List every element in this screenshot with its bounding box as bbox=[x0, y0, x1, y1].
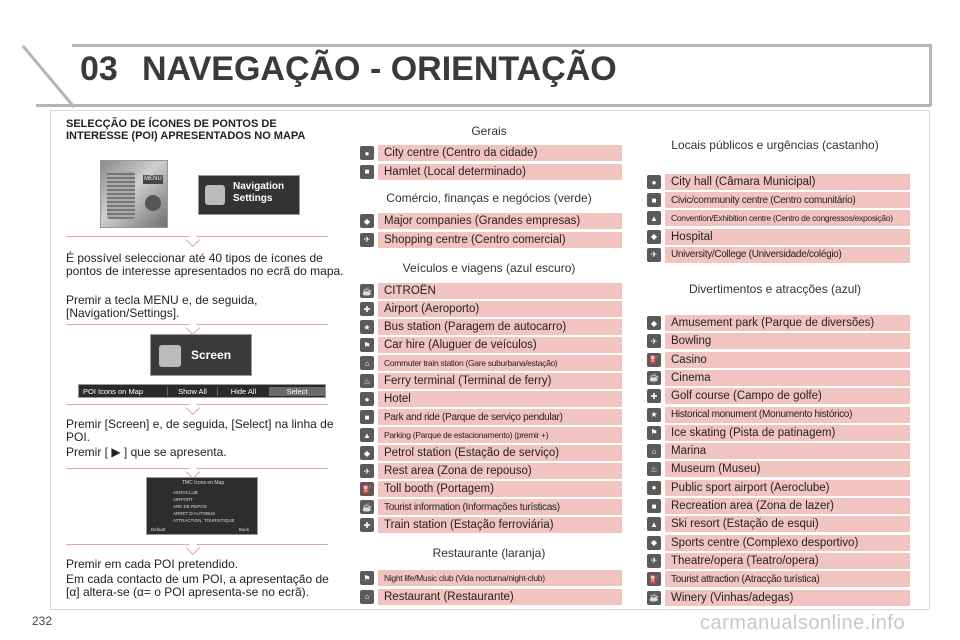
poi-label: Hamlet (Local determinado) bbox=[384, 165, 526, 178]
navigation-settings-label: Navigation Settings bbox=[233, 181, 285, 204]
poi-row[interactable] bbox=[643, 425, 910, 441]
tmc-icons-screen bbox=[146, 477, 258, 535]
poi-row[interactable] bbox=[643, 590, 910, 606]
poi-label: Bus station (Paragem de autocarro) bbox=[384, 321, 567, 333]
tmc-row: AIRPORT bbox=[173, 497, 193, 502]
header-diagonal-rule bbox=[22, 45, 76, 108]
poi-icon: ▲ bbox=[647, 211, 661, 225]
section-veiculos: Veículos e viagens (azul escuro) bbox=[402, 261, 576, 275]
separator bbox=[66, 324, 328, 325]
poi-icon: ● bbox=[360, 146, 374, 160]
header-right-rule bbox=[929, 44, 932, 106]
poi-row[interactable] bbox=[356, 319, 622, 335]
poi-row[interactable] bbox=[643, 461, 910, 477]
poi-label: Casino bbox=[671, 353, 707, 366]
tmc-title: TMC Icons on Map bbox=[181, 480, 225, 486]
tab-hide-all: Hide All bbox=[217, 387, 269, 396]
poi-label: Toll booth (Portagem) bbox=[384, 483, 494, 495]
poi-row[interactable] bbox=[356, 373, 622, 389]
poi-icon: ◆ bbox=[360, 446, 374, 460]
poi-row[interactable] bbox=[643, 247, 910, 263]
poi-label: University/College (Universidade/colégio) bbox=[671, 249, 842, 261]
poi-label: Hospital bbox=[671, 230, 713, 243]
poi-icon: ⌂ bbox=[647, 444, 661, 458]
poi-row[interactable] bbox=[356, 499, 622, 515]
poi-row[interactable] bbox=[643, 352, 910, 368]
poi-label: Public sport airport (Aeroclube) bbox=[671, 481, 830, 494]
poi-icon: ● bbox=[647, 481, 661, 495]
poi-row[interactable] bbox=[356, 391, 622, 407]
poi-row[interactable] bbox=[356, 145, 622, 161]
poi-icon: ☕ bbox=[360, 500, 374, 514]
poi-icon: ▲ bbox=[360, 428, 374, 442]
section-comercio: Comércio, finanças e negócios (verde) bbox=[386, 191, 592, 205]
poi-row[interactable] bbox=[643, 516, 910, 532]
poi-row[interactable] bbox=[356, 409, 622, 425]
page-number: 232 bbox=[32, 614, 53, 628]
watermark: carmanualsonline.info bbox=[700, 612, 906, 634]
poi-label: Bowling bbox=[671, 335, 712, 348]
poi-icon: ◆ bbox=[647, 536, 661, 550]
poi-icon: ✈ bbox=[647, 248, 661, 262]
poi-label: Airport (Aeroporto) bbox=[384, 303, 480, 315]
poi-icon: ★ bbox=[360, 320, 374, 334]
poi-icon: ♨ bbox=[647, 462, 661, 476]
poi-label: Restaurant (Restaurante) bbox=[384, 590, 514, 603]
poi-label: Rest area (Zona de repouso) bbox=[384, 465, 532, 477]
poi-label: Major companies (Grandes empresas) bbox=[384, 215, 581, 227]
tmc-row: AEROCLUB bbox=[173, 490, 198, 495]
poi-row[interactable] bbox=[643, 553, 910, 569]
poi-row[interactable] bbox=[356, 481, 622, 497]
settings-icon bbox=[205, 185, 225, 205]
poi-label: Ferry terminal (Terminal de ferry) bbox=[384, 375, 552, 387]
poi-label: Convention/Exhibition centre (Centro de congressos/exposição) bbox=[671, 213, 893, 224]
poi-row[interactable] bbox=[643, 210, 910, 226]
poi-row[interactable] bbox=[643, 480, 910, 496]
poi-label: Petrol station (Estação de serviço) bbox=[384, 447, 560, 459]
poi-row[interactable] bbox=[356, 463, 622, 479]
poi-label: Tourist attraction (Atracção turística) bbox=[671, 573, 820, 585]
poi-row[interactable] bbox=[356, 355, 622, 371]
poi-icon: ⚑ bbox=[360, 571, 374, 585]
poi-label: Civic/community centre (Centro comunitário) bbox=[671, 194, 856, 206]
poi-row[interactable] bbox=[356, 283, 622, 299]
poi-row[interactable] bbox=[643, 535, 910, 551]
poi-label: Museum (Museu) bbox=[671, 463, 761, 476]
poi-label: Park and ride (Parque de serviço pendular) bbox=[384, 411, 563, 423]
poi-row[interactable] bbox=[643, 174, 910, 190]
poi-label: Sports centre (Complexo desportivo) bbox=[671, 536, 859, 549]
paragraph: Premir [Screen] e, de seguida, [Select] na linha de POI. bbox=[66, 417, 334, 444]
poi-row[interactable] bbox=[643, 370, 910, 386]
separator bbox=[66, 236, 328, 237]
poi-row[interactable] bbox=[356, 570, 622, 586]
tmc-back: Back bbox=[239, 527, 250, 532]
poi-label: Cinema bbox=[671, 371, 711, 384]
poi-row[interactable] bbox=[356, 427, 622, 443]
poi-icon: ■ bbox=[647, 193, 661, 207]
paragraph: Premir a tecla MENU e, de seguida, [Navigation/Settings]. bbox=[66, 293, 258, 320]
poi-label: Commuter train station (Gare suburbana/estação) bbox=[384, 358, 558, 368]
poi-icon: ⌂ bbox=[360, 590, 374, 604]
poi-icon: ★ bbox=[647, 408, 661, 422]
poi-icon: ■ bbox=[647, 499, 661, 513]
poi-label: CITROËN bbox=[384, 285, 436, 297]
poi-icon: ● bbox=[647, 175, 661, 189]
separator bbox=[66, 544, 328, 545]
tab-poi-icons: POI Icons on Map bbox=[83, 386, 144, 396]
poi-label: Golf course (Campo de golfe) bbox=[671, 390, 822, 403]
poi-icon: ☕ bbox=[360, 284, 374, 298]
paragraph: É possível seleccionar até 40 tipos de ícones de pontos de interesse apresentados no ecrã do mapa. bbox=[66, 251, 344, 278]
poi-icon: ✈ bbox=[647, 554, 661, 568]
poi-label: Night life/Music club (Vida nocturna/night-club) bbox=[384, 573, 545, 583]
poi-icon: ♨ bbox=[360, 374, 374, 388]
menu-key: MENU bbox=[144, 176, 162, 182]
poi-label: Shopping centre (Centro comercial) bbox=[384, 233, 566, 246]
poi-icon: ⌂ bbox=[360, 356, 374, 370]
tab-select: Select bbox=[269, 387, 325, 396]
poi-row[interactable] bbox=[356, 589, 622, 605]
poi-icon: ▲ bbox=[647, 517, 661, 531]
screen-label: Screen bbox=[191, 348, 232, 362]
poi-icon: ● bbox=[360, 392, 374, 406]
poi-row[interactable] bbox=[643, 229, 910, 245]
poi-label: Winery (Vinhas/adegas) bbox=[671, 591, 794, 604]
tmc-default: Default bbox=[151, 527, 166, 532]
poi-icon: ◆ bbox=[360, 214, 374, 228]
poi-label: Tourist information (Informações turísticas) bbox=[384, 501, 560, 513]
tmc-list bbox=[173, 489, 235, 524]
poi-row[interactable] bbox=[356, 232, 622, 248]
poi-row[interactable] bbox=[356, 337, 622, 353]
navigation-settings-screen bbox=[198, 175, 300, 215]
poi-label: Ski resort (Estação de esqui) bbox=[671, 518, 819, 531]
poi-icon: ⛽ bbox=[647, 572, 661, 586]
poi-label: Recreation area (Zona de lazer) bbox=[671, 500, 834, 512]
poi-icon: ✈ bbox=[647, 334, 661, 348]
poi-icon: ✚ bbox=[360, 302, 374, 316]
page-title: NAVEGAÇÃO - ORIENTAÇÃO bbox=[142, 50, 617, 88]
header-top-rule bbox=[72, 44, 932, 47]
poi-row[interactable] bbox=[356, 213, 622, 229]
poi-row[interactable] bbox=[356, 517, 622, 533]
poi-icon: ✈ bbox=[360, 464, 374, 478]
section-restaurante: Restaurante (laranja) bbox=[432, 546, 546, 560]
poi-icon: ■ bbox=[360, 165, 374, 179]
poi-icon: ⚑ bbox=[647, 426, 661, 440]
header-bottom-rule bbox=[36, 104, 931, 107]
poi-label: City centre (Centro da cidade) bbox=[384, 147, 538, 159]
poi-icon: ⛽ bbox=[647, 353, 661, 367]
tmc-row: ARE DE REPOS bbox=[173, 504, 207, 509]
poi-row[interactable] bbox=[643, 388, 910, 404]
section-locais: Locais públicos e urgências (castanho) bbox=[671, 138, 879, 152]
tmc-row: ARRET D'AUTOBUS bbox=[173, 511, 216, 516]
poi-icon: ⛽ bbox=[360, 482, 374, 496]
poi-row[interactable] bbox=[643, 315, 910, 331]
separator bbox=[66, 404, 328, 405]
poi-label: Ice skating (Pista de patinagem) bbox=[671, 426, 836, 439]
poi-label: Amusement park (Parque de diversões) bbox=[671, 317, 875, 329]
poi-label: Historical monument (Monumento histórico) bbox=[671, 409, 853, 420]
poi-label: Car hire (Aluguer de veículos) bbox=[384, 339, 537, 351]
poi-label: Parking (Parque de estacionamento) (premir +) bbox=[384, 430, 549, 440]
poi-row[interactable] bbox=[643, 443, 910, 459]
poi-row[interactable] bbox=[356, 445, 622, 461]
screen-button-screenshot bbox=[150, 334, 252, 376]
poi-icon: ☕ bbox=[647, 591, 661, 605]
poi-icon: ✚ bbox=[360, 518, 374, 532]
poi-label: Train station (Estação ferroviária) bbox=[384, 519, 554, 531]
poi-icon: ◆ bbox=[647, 230, 661, 244]
poi-row[interactable] bbox=[643, 333, 910, 349]
screen-icon bbox=[159, 345, 181, 367]
poi-row[interactable] bbox=[356, 164, 622, 180]
poi-row[interactable] bbox=[643, 498, 910, 514]
poi-icon: ■ bbox=[360, 410, 374, 424]
section-gerais: Gerais bbox=[471, 124, 507, 138]
poi-tab-bar bbox=[78, 384, 326, 398]
tab-show-all: Show All bbox=[167, 387, 217, 396]
chapter-number: 03 bbox=[80, 50, 118, 88]
separator bbox=[66, 468, 328, 469]
poi-row[interactable] bbox=[356, 301, 622, 317]
paragraph: Em cada contacto de um POI, a apresentação de [α] altera-se (α= o POI apresenta-se no ecrã). bbox=[66, 572, 329, 599]
menu-key-photo bbox=[100, 160, 168, 228]
poi-row[interactable] bbox=[643, 407, 910, 423]
poi-label: City hall (Câmara Municipal) bbox=[671, 176, 816, 188]
poi-row[interactable] bbox=[643, 192, 910, 208]
poi-label: Marina bbox=[671, 445, 707, 458]
paragraph: Premir [ ▶ ] que se apresenta. bbox=[66, 445, 227, 459]
paragraph: Premir em cada POI pretendido. bbox=[66, 557, 239, 571]
poi-label: Theatre/opera (Teatro/opera) bbox=[671, 554, 819, 567]
poi-row[interactable] bbox=[643, 571, 910, 587]
section-heading: SELECÇÃO DE ÍCONES DE PONTOS DE INTERESSE (POI) APRESENTADOS NO MAPA bbox=[66, 118, 306, 142]
poi-icon: ✈ bbox=[360, 233, 374, 247]
poi-label: Hotel bbox=[384, 393, 411, 405]
poi-icon: ⚑ bbox=[360, 338, 374, 352]
section-divertimentos: Divertimentos e atracções (azul) bbox=[688, 282, 862, 296]
tmc-row: ATTRACTION, TOURISTIQUE bbox=[173, 518, 235, 523]
poi-icon: ☕ bbox=[647, 371, 661, 385]
poi-icon: ✚ bbox=[647, 389, 661, 403]
poi-icon: ◆ bbox=[647, 316, 661, 330]
